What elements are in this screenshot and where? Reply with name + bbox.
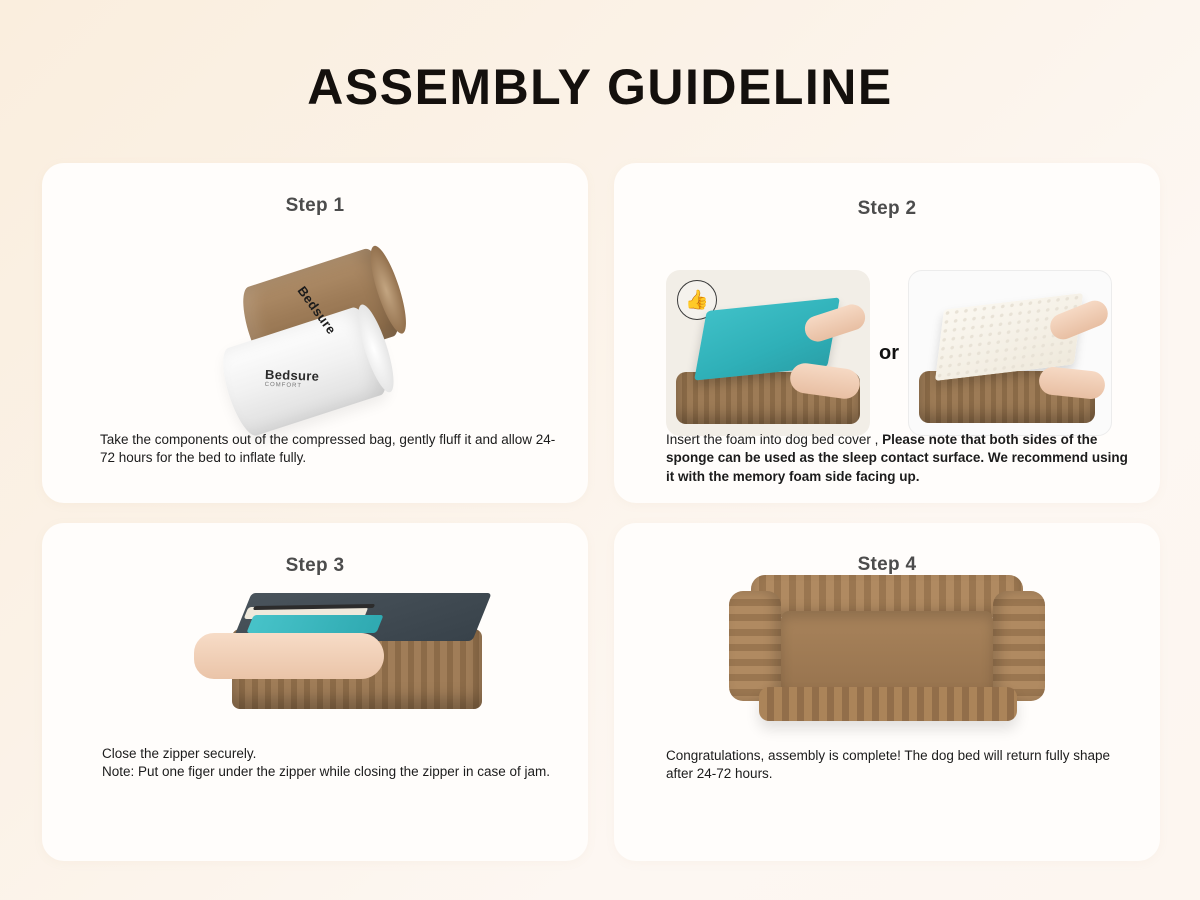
step-card-3 <box>42 523 588 861</box>
step-2-image-left <box>666 270 870 436</box>
step-2-image-right <box>908 270 1112 436</box>
bed-sleep-surface <box>781 611 993 695</box>
step-card-4 <box>614 523 1160 861</box>
step-card-2 <box>614 163 1160 503</box>
step-2-illustration <box>614 220 1160 410</box>
step-3-caption-line1: Close the zipper securely. <box>102 746 257 761</box>
step-2-caption-plain: Insert the foam into dog bed cover , <box>666 432 883 447</box>
step-3-label: Step 3 <box>285 555 345 576</box>
or-separator-label: or <box>879 341 899 364</box>
brand-label-white-text: Bedsure <box>264 366 320 384</box>
step-1-caption: Take the components out of the compressed bag, gently fluff it and allow 24-72 hours for the bed to inflate fully. <box>100 432 556 466</box>
compressed-bag-roll <box>190 239 441 448</box>
step-3-caption <box>102 745 578 782</box>
bed-left-bolster <box>729 591 781 701</box>
bed-front-edge <box>759 687 1017 721</box>
page-title: ASSEMBLY GUIDELINE <box>307 59 893 115</box>
step-1-illustration <box>42 217 588 407</box>
step-3-illustration <box>42 571 588 741</box>
step-card-1 <box>42 163 588 503</box>
step-4-caption: Congratulations, assembly is complete! The dog bed will return fully shape after 24-72 hours. <box>666 748 1110 782</box>
step-3-caption-line2: Note: Put one figer under the zipper while closing the zipper in case of jam. <box>102 764 550 780</box>
teal-foam-edge <box>246 615 383 633</box>
finished-dog-bed <box>729 575 1045 725</box>
hand-closing-zipper <box>194 633 384 679</box>
step-4-illustration <box>614 565 1160 745</box>
step-1-label: Step 1 <box>285 195 345 216</box>
step-2-label: Step 2 <box>857 198 917 219</box>
brand-sublabel-white: COMFORT <box>264 381 303 390</box>
thumbs-up-icon: 👍 <box>677 280 717 320</box>
step-2-caption-bold: Please note that both sides of the sponge can be used as the sleep contact surface. We recommend using it with the memory foam side facing up. <box>666 432 1128 484</box>
brand-label-brown: Bedsure <box>294 283 340 338</box>
bed-right-bolster <box>993 591 1045 701</box>
step-4-label: Step 4 <box>857 554 917 575</box>
steps-grid <box>42 163 1160 861</box>
step-2-caption <box>666 431 1130 486</box>
step-2-image-pair <box>666 270 1112 436</box>
brand-label-white <box>265 367 320 390</box>
